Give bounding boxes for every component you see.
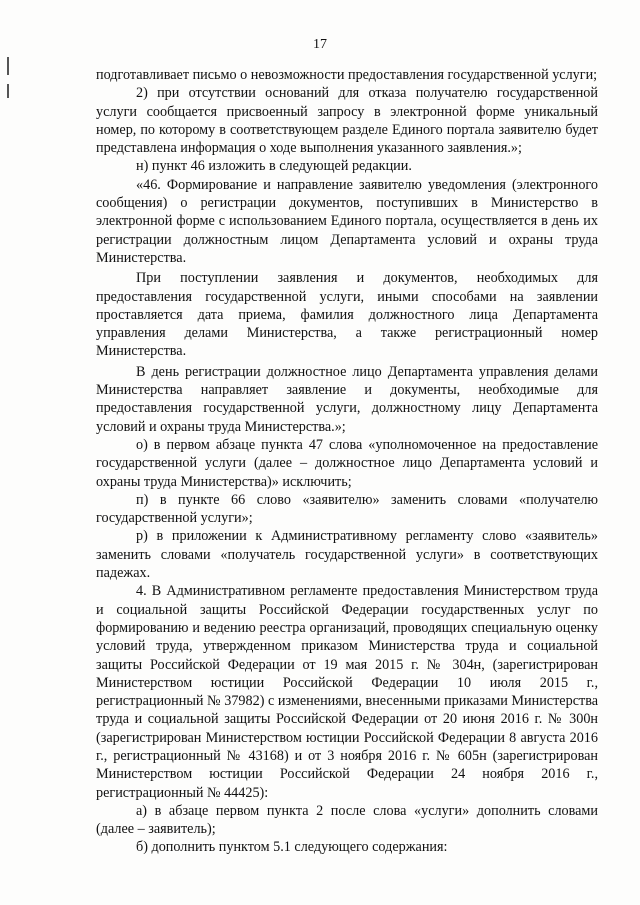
paragraph-item-r: р) в приложении к Административному регламенту слово «заявитель» заменить словами «получатель государственной услуги» в соответствующих падежах. xyxy=(96,528,598,582)
scan-edge-mark xyxy=(7,57,9,75)
paragraph-section-4: 4. В Административном регламенте предоставления Министерством труда и социальной защиты Российской Федерации государственных услуг по формированию и ведению реестра организаций, проводящих специальную оценку условий труда, утвержденном приказом Министерства труда и социальной защиты Российской Федерации от 19 мая 2015 г. № 304н, (зарегистрирован Министерством юстиции Российской Федерации 10 июля 2015 г., регистрационный № 37982) с изменениями, внесенными приказами Министерства труда и социальной защиты Российской Федерации от 20 июня 2016 г. № 300н (зарегистрирован Министерством юстиции Российской Федерации 8 августа 2016 г., регистрационный № 43168) и от 3 ноября 2016 г. № 605н (зарегистрирован Министерством юстиции Российской Федерации 24 ноября 2016 г., регистрационный № 44425): xyxy=(96,583,598,801)
paragraph-item-n: н) пункт 46 изложить в следующей редакции. xyxy=(136,158,412,175)
paragraph-clause-46: «46. Формирование и направление заявителю уведомления (электронного сообщения) о регистрации документов, поступивших в Министерство в электронной форме с использованием Единого портала, осуществляется в день их регистрации должностным лицом Департамента условий и охраны труда Министерства. xyxy=(96,176,598,266)
paragraph-item-o: о) в первом абзаце пункта 47 слова «уполномоченное на предоставление государственной услуги (далее – должностное лицо Департамента условий и охраны труда Министерства)» исключить; xyxy=(96,436,598,490)
paragraph-item-p: п) в пункте 66 слово «заявителю» заменить словами «получателю государственной услуги»; xyxy=(96,491,598,527)
paragraph-item-2: 2) при отсутствии оснований для отказа получателю государственной услуги сообщается присвоенный запросу в электронной форме уникальный номер, по которому в соответствующем разделе Единого портала заявителю будет представлена информация о ходе выполнения указанного заявления.»; xyxy=(96,85,598,157)
paragraph-receipt: При поступлении заявления и документов, необходимых для предоставления государственной услуги, иными способами на заявлении проставляется дата приема, фамилия должностного лица Департамента управления делами Министерства, а также регистрационный номер Министерства. xyxy=(96,270,598,360)
scan-edge-mark xyxy=(7,84,9,98)
document-body xyxy=(96,66,598,857)
paragraph-item-b: б) дополнить пунктом 5.1 следующего содержания: xyxy=(136,839,448,856)
paragraph-registration-day: В день регистрации должностное лицо Департамента управления делами Министерства направляет заявление и документы, необходимые для предоставления государственной услуги, должностному лицу Департамента условий и охраны труда Министерства.»; xyxy=(96,363,598,435)
page-number: 17 xyxy=(313,37,327,52)
paragraph-continuation: подготавливает письмо о невозможности предоставления государственной услуги; xyxy=(96,67,598,83)
paragraph-item-a: а) в абзаце первом пункта 2 после слова «услуги» дополнить словами (далее – заявитель); xyxy=(96,802,598,838)
